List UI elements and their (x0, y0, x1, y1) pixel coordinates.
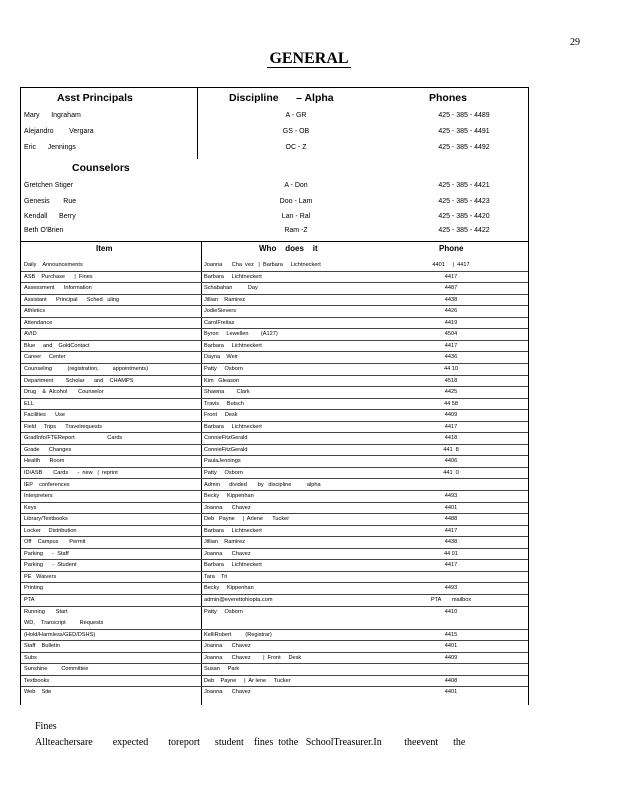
fines-paragraph: Allteachersare expected toreport student fines tothe SchoolTreasurer.In theevent the (35, 737, 466, 748)
discipline-header: Discipline – Alpha (229, 92, 334, 104)
list-item (21, 480, 528, 492)
list-item (21, 491, 528, 503)
list-item (21, 514, 528, 526)
ap-phone: 425 - 385 - 4489 (438, 112, 490, 119)
counselor-range: Lan - Ral (281, 213, 311, 220)
list-item (21, 329, 528, 341)
list-item (21, 433, 528, 445)
counselor-name: Gretchen Stiger (24, 182, 74, 189)
ap-phone: 425 - 385 - 4492 (438, 144, 490, 151)
item-label: Assessment Information (24, 285, 92, 292)
item-who: ConnieFitzGerald (204, 435, 248, 442)
counselor-range: Ram -Z (284, 227, 308, 234)
item-who: Jillian Ramirez (204, 296, 246, 303)
list-item (21, 456, 528, 468)
item-label: Field Trips Travelrequests (24, 423, 103, 430)
counselor-range: A - Don (284, 182, 308, 189)
ap-name: Alejandro Vergara (24, 128, 94, 135)
ap-phone: 425 - 385 - 4491 (438, 128, 490, 135)
item-who: Barbara Lichtneckert (204, 527, 262, 534)
item-phone: 4518 (444, 377, 458, 384)
staff-table (20, 87, 529, 242)
item-phone: 4409 (444, 412, 458, 419)
item-who: Joanna Chavez | Front Desk (204, 654, 302, 661)
item-phone: PTA mailbox (430, 597, 472, 603)
item-who: Deb Payne | Ar lene Tucker (204, 677, 291, 684)
list-item (21, 399, 528, 411)
item-label: WD, Transcript Requests (24, 620, 104, 627)
list-item (21, 260, 528, 272)
ap-name: Eric Jennings (24, 144, 76, 151)
list-item (21, 549, 528, 561)
counselor-phone: 425 - 385 - 4422 (438, 227, 490, 234)
item-label: Web Site (24, 689, 52, 696)
item-who: Byron Lewellen (A127) (204, 331, 278, 338)
item-label: Off Campus Permit (24, 539, 86, 546)
list-item (21, 653, 528, 665)
item-label: (Hold/Harmless/GED/DSHS) (24, 631, 96, 638)
table-top-border (21, 87, 528, 88)
item-who: Barbara Lichtneckert (204, 562, 262, 569)
list-item (21, 376, 528, 388)
contact-list (20, 241, 529, 705)
list-item (21, 630, 528, 642)
item-phone: 4417 (444, 527, 458, 534)
list-item (21, 352, 528, 364)
item-who: PaulaJennings (204, 458, 241, 465)
list-item (21, 445, 528, 457)
ap-name: Mary Ingraham (24, 112, 81, 119)
counselor-range: Doo - Lam (279, 198, 313, 205)
asst-principals-header: Asst Principals (57, 92, 133, 104)
list-item (21, 676, 528, 688)
item-label: Grade Changes (24, 446, 72, 453)
list-item (21, 526, 528, 538)
item-phone: 4436 (444, 354, 458, 361)
item-phone: 4410 (444, 608, 458, 615)
item-label: Health Room (24, 458, 65, 465)
item-header: Item (96, 244, 113, 253)
item-who: Becky Kippenhan (204, 493, 254, 499)
item-label: AVID (24, 331, 37, 338)
item-who: Tara Tri (204, 573, 228, 580)
list-item (21, 283, 528, 295)
item-label: Career Center (24, 354, 66, 361)
counselor-phone: 425 - 385 - 4421 (438, 182, 490, 189)
item-phone: 4401 (444, 504, 458, 511)
item-phone: 4401 (444, 643, 458, 650)
item-who: Admin divided by discipline alpha (204, 481, 321, 488)
counselor-name: Genesis Rue (24, 198, 77, 205)
item-phone: 441 0 (443, 469, 459, 476)
item-who: Becky Kippenhan (204, 585, 254, 592)
page-number: 29 (570, 37, 580, 48)
list-item (21, 422, 528, 434)
item-label: Blue and GoldContact (24, 342, 90, 349)
item-label: Parking - Student (24, 562, 77, 569)
item-who: Barbara Lichtneckert (204, 273, 262, 280)
item-label: Textbooks (24, 677, 50, 684)
item-label: Printing (24, 585, 43, 592)
item-who: Patty Osborn (204, 469, 243, 476)
item-who: Susan Park (204, 666, 240, 673)
item-who: Jillian Ramirez (204, 539, 246, 546)
item-phone: 4493 (444, 493, 458, 499)
item-phone: 4408 (444, 677, 458, 684)
item-label: Interpreters (24, 493, 53, 499)
item-phone: 44 10 (444, 366, 458, 372)
item-who: Deb Payne | Arlene Tucker (204, 516, 290, 523)
item-who: Kim Gleason (204, 377, 240, 384)
item-who: Barbara Lichtneckert (204, 423, 262, 430)
item-label: Locker Distribution (24, 527, 77, 534)
item-who: Patty Osborn (204, 366, 243, 372)
counselor-name: Beth O'Brien (24, 227, 64, 234)
item-label: Daily Announcements (24, 262, 83, 268)
list-item (21, 641, 528, 653)
item-label: Drug & Alcohol Counselor (24, 389, 104, 396)
list-item (21, 572, 528, 584)
item-who: Joanna Chavez (204, 643, 251, 650)
counselor-phone: 425 - 385 - 4420 (438, 213, 490, 220)
item-phone: 4417 (444, 562, 458, 569)
list-item (21, 272, 528, 284)
list-item (21, 295, 528, 307)
list-item (21, 503, 528, 515)
item-who: Dayna Weir (204, 354, 238, 361)
item-phone: 4401 | 4417 (432, 262, 470, 268)
ap-range: OC - Z (285, 144, 307, 151)
counselor-name: Kendall Berry (24, 213, 76, 220)
item-label: ID/ASB Cards - new | reprint (24, 469, 118, 476)
list-item (21, 306, 528, 318)
phones-header: Phones (429, 92, 467, 104)
item-label: Staff Bulletin (24, 643, 60, 650)
item-phone: 4406 (444, 458, 458, 465)
item-phone: 4438 (444, 539, 458, 546)
item-who: Shawna Clark (204, 389, 250, 396)
list-item (21, 468, 528, 480)
item-label: PTA (24, 597, 35, 603)
item-phone: 4425 (444, 389, 458, 396)
list-item (21, 318, 528, 330)
counselor-phone: 425 - 385 - 4423 (438, 198, 490, 205)
ap-range: GS - OB (282, 128, 310, 135)
item-phone: 4487 (444, 285, 458, 292)
item-label: ELL (24, 400, 34, 407)
item-phone: 4417 (444, 342, 458, 349)
item-label: Assistant Principal Sched uling (24, 296, 120, 303)
column-divider (197, 87, 198, 159)
page-title-text: GENERAL (269, 50, 349, 67)
phone-header: Phone (439, 244, 464, 253)
item-label: PE Waivers (24, 573, 57, 580)
item-label: Parking - Staff (24, 550, 69, 557)
item-label: Department Scholar and CHAMPS (24, 377, 134, 384)
item-who: Schabahan Day (204, 285, 258, 292)
list-item (21, 387, 528, 399)
item-who: Joanna Chavez (204, 550, 251, 557)
ap-range: A - GR (285, 112, 307, 119)
item-who: JodieSievers (204, 308, 237, 315)
item-phone: 44 58 (444, 400, 458, 407)
item-who: Joanna Cha vez | Barbara Lichtneckert (204, 262, 321, 268)
item-label: GradInfo/FTEReport Cards (24, 435, 123, 442)
item-phone: 4438 (444, 296, 458, 303)
item-label: IEP conferences (24, 481, 70, 488)
list-item (21, 537, 528, 549)
list-item (21, 607, 528, 619)
page-title (0, 50, 618, 68)
item-label: Keys (24, 504, 37, 511)
list-item (21, 364, 528, 376)
who-header: Who does it (259, 244, 318, 253)
item-phone: 4493 (444, 585, 458, 592)
item-who: Joanna Chavez (204, 504, 251, 511)
item-phone: 4426 (444, 308, 458, 315)
item-label: Subs (24, 654, 37, 661)
item-phone: 4409 (444, 654, 458, 661)
item-phone: 4418 (444, 435, 458, 442)
item-label: Attendance (24, 319, 53, 326)
item-phone: 4488 (444, 516, 458, 523)
item-who: admin@everettohiopta.com (204, 597, 273, 603)
item-phone: 4417 (444, 273, 458, 280)
item-label: ASB Purchase | Fines (24, 273, 93, 280)
item-phone: 4401 (444, 689, 458, 696)
counselors-header: Counselors (72, 162, 130, 174)
item-who: Travis Butsch (204, 400, 244, 407)
item-label: Counseling (registration, appointments) (24, 366, 149, 372)
item-label: Facilities Use (24, 412, 66, 419)
list-item (21, 595, 528, 607)
item-who: CarolFreitas (204, 319, 235, 326)
list-item (21, 664, 528, 676)
item-phone: 44 01 (444, 550, 458, 557)
list-item (21, 341, 528, 353)
item-phone: 4415 (444, 631, 458, 638)
item-label: Running Start (24, 608, 68, 615)
list-item (21, 618, 528, 630)
item-label: Library/Textbooks (24, 516, 68, 523)
list-item (21, 583, 528, 595)
item-label: Athletics (24, 308, 46, 315)
list-item (21, 687, 528, 699)
item-phone: 4419 (444, 319, 458, 326)
item-phone: 4417 (444, 423, 458, 430)
item-who: Barbara Lichtneckert (204, 342, 262, 349)
item-phone: 441 8 (443, 446, 459, 453)
list-item (21, 560, 528, 572)
item-who: Front Desk (204, 412, 238, 419)
item-who: Joanna Chavez (204, 689, 251, 696)
item-who: Patty Osborn (204, 608, 243, 615)
item-phone: 4504 (444, 331, 458, 338)
item-who: ConnieFitzGerald (204, 446, 248, 453)
list-item (21, 410, 528, 422)
fines-heading: Fines (35, 721, 57, 732)
item-label: Sunshine Committee (24, 666, 89, 673)
item-who: KelliRobert (Registrar) (204, 631, 272, 638)
